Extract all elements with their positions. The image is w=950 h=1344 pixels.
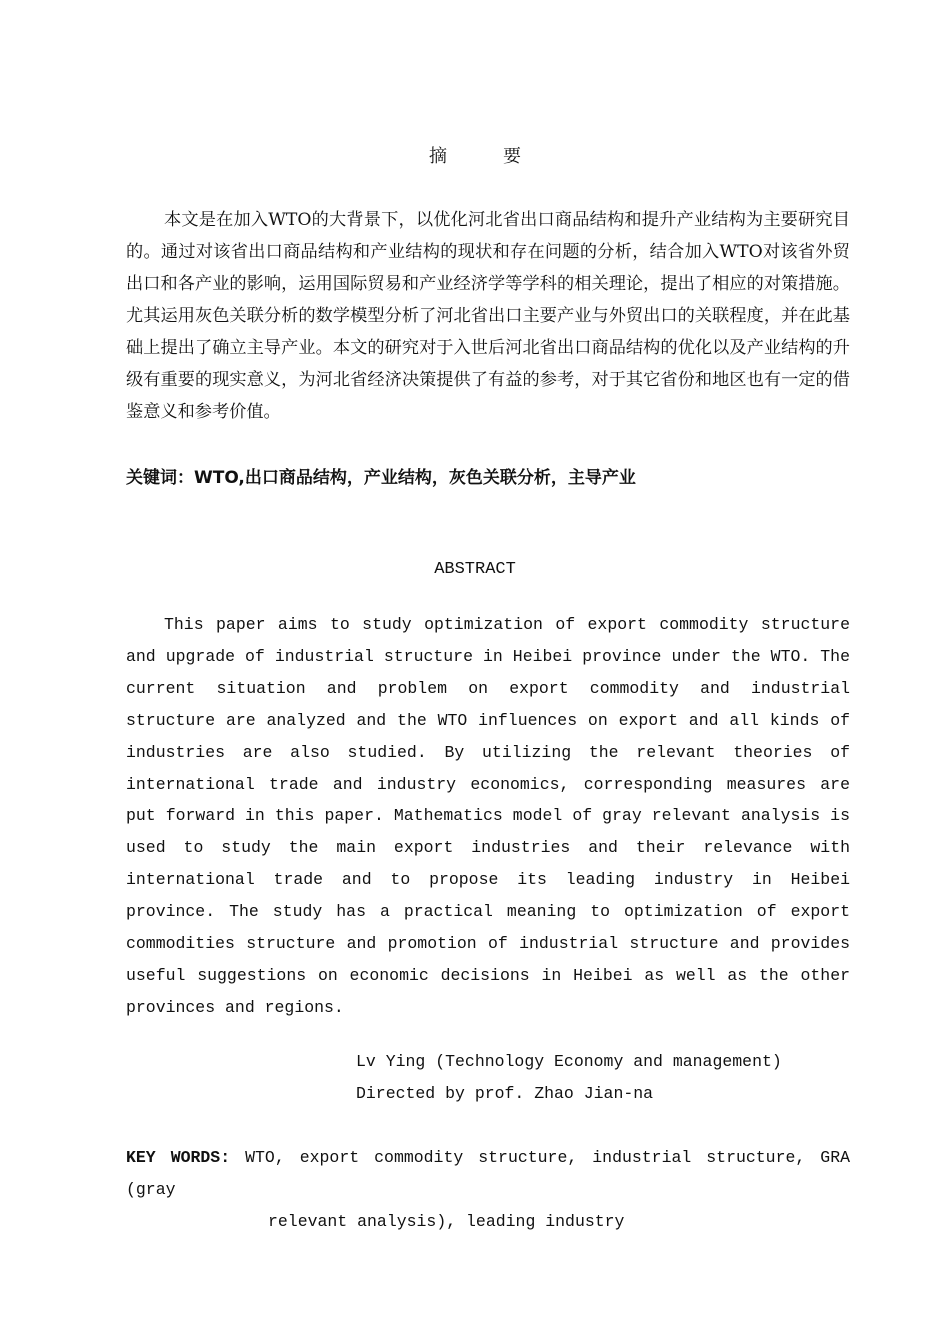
author-line: Lv Ying (Technology Economy and management) — [356, 1052, 782, 1071]
english-keywords-text-1: WTO, export commodity structure, industrial structure, GRA (gray — [126, 1148, 850, 1199]
author-block — [356, 1046, 782, 1110]
english-keywords-line-1 — [126, 1142, 850, 1206]
english-keywords-line-2: relevant analysis), leading industry — [268, 1212, 625, 1231]
chinese-abstract-title: 摘要 — [429, 146, 577, 167]
english-keywords-label: KEY WORDS: — [126, 1148, 231, 1167]
english-keywords — [126, 1142, 850, 1238]
chinese-abstract-body: 本文是在加入WTO的大背景下，以优化河北省出口商品结构和提升产业结构为主要研究目的。通过对该省出口商品结构和产业结构的现状和存在问题的分析，结合加入WTO对该省外贸出口和各产业的影响，运用国际贸易和产业经济学等学科的相关理论，提出了相应的对策措施。尤其运用灰色关联分析的数学模型分析了河北省出口主要产业与外贸出口的关联程度，并在此基础上提出了确立主导产业。本文的研究对于入世后河北省出口商品结构的优化以及产业结构的升级有重要的现实意义，为河北省经济决策提供了有益的参考，对于其它省份和地区也有一定的借鉴意义和参考价值。 — [126, 210, 850, 422]
director-line: Directed by prof. Zhao Jian-na — [356, 1084, 654, 1103]
chinese-keywords: 关键词：WTO,出口商品结构，产业结构，灰色关联分析，主导产业 — [126, 468, 636, 488]
english-abstract-title: ABSTRACT — [434, 560, 516, 579]
english-abstract-body: This paper aims to study optimization of export commodity structure and upgrade of industrial structure in Heibei province under the WTO. The current situation and problem on export commodity and industrial structure are analyzed and the WTO influences on export and all kinds of industries are also studied. By utilizing the relevant theories of international trade and industry economics, corresponding measures are put forward in this paper. Mathematics model of gray relevant analysis is used to study the main export industries and their relevance with international trade and to propose its leading industry in Heibei province. The study has a practical meaning to optimization of export commodities structure and promotion of industrial structure and provides useful suggestions on economic decisions in Heibei as well as the other provinces and regions. — [126, 615, 850, 1017]
